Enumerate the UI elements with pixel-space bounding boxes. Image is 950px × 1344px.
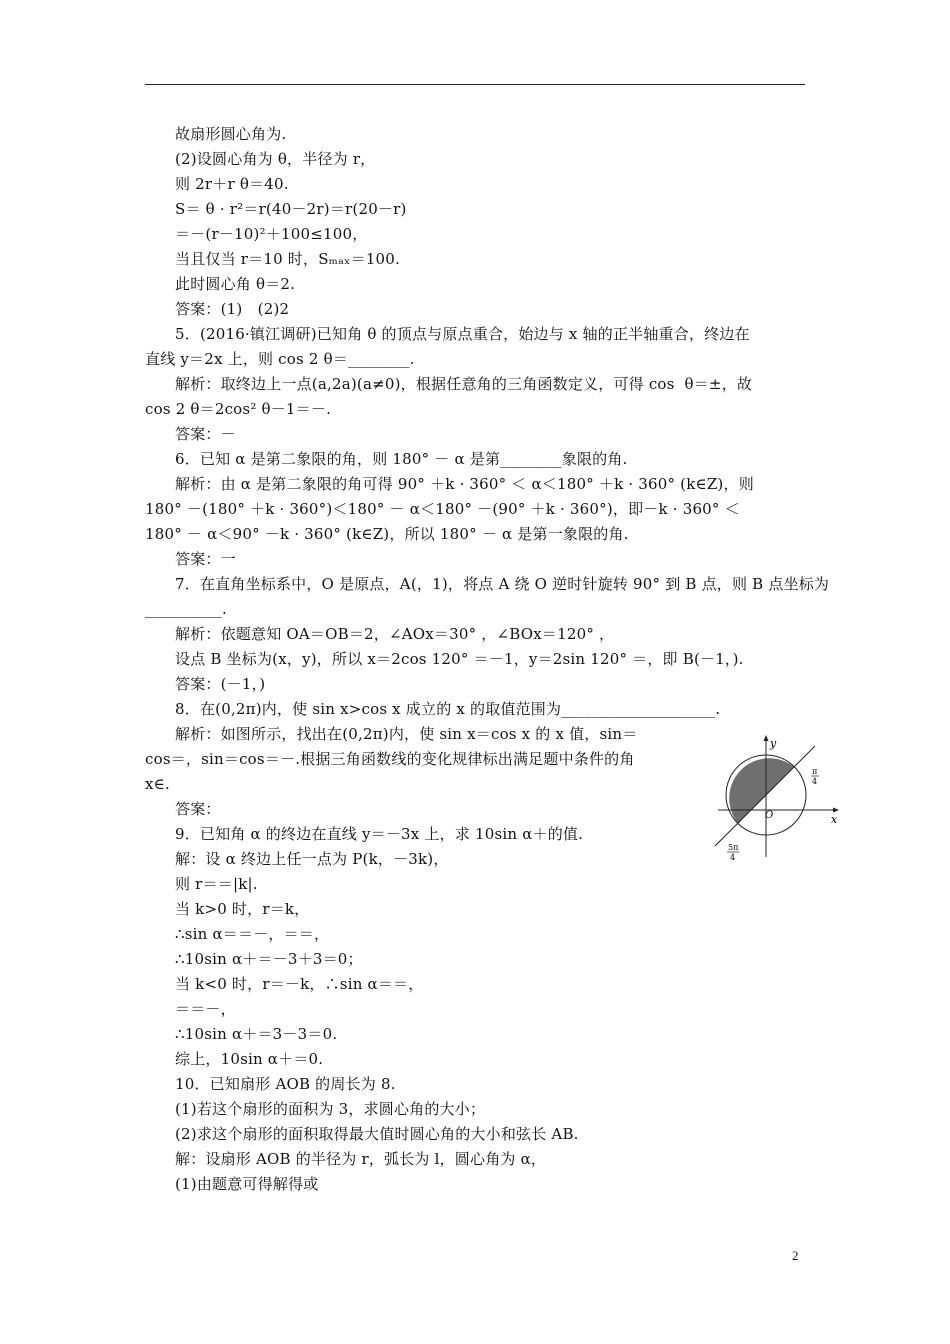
text-line: 7．在直角坐标系中，O 是原点，A(，1)，将点 A 绕 O 逆时针旋转 90° 到 B 点，则 B 点坐标为 xyxy=(175,575,830,593)
text-line: 设点 B 坐标为(x，y)，所以 x＝2cos 120° ＝－1，y＝2sin 120° ＝，即 B(－1，). xyxy=(175,650,744,668)
angle-label-5pi4-num: 5π xyxy=(728,843,739,852)
origin-label: O xyxy=(765,810,774,821)
text-line: 解析：依题意知 OA＝OB＝2，∠AOx＝30° ，∠BOx＝120° ， xyxy=(175,625,615,643)
angle-label-5pi4-den: 4 xyxy=(730,853,736,862)
text-line: 当 k<0 时，r＝－k，∴sin α＝＝， xyxy=(175,975,424,993)
x-axis-label: x xyxy=(831,813,838,826)
text-line: 答案：一 xyxy=(175,550,236,568)
text-line: 答案：(1) (2)2 xyxy=(175,300,290,318)
text-line: 直线 y＝2x 上，则 cos 2 θ＝________. xyxy=(145,350,415,368)
text-line: 则 2r＋r θ＝40. xyxy=(175,175,289,193)
text-line: x∈. xyxy=(145,775,170,793)
text-line: cos 2 θ＝2cos² θ－1＝－. xyxy=(145,400,332,418)
header-rule xyxy=(145,84,805,85)
text-line: (2)设圆心角为 θ，半径为 r， xyxy=(175,150,376,168)
text-line: 答案：(－1，) xyxy=(175,675,266,693)
text-line: 解析：取终边上一点(a,2a)(a≠0)，根据任意角的三角函数定义，可得 cos θ＝±，故 xyxy=(175,375,753,393)
text-line: 答案： xyxy=(175,800,221,818)
unit-circle-figure xyxy=(715,733,845,863)
text-line: ∴10sin α＋＝3－3＝0. xyxy=(175,1025,338,1043)
text-line: 当 k>0 时，r＝k， xyxy=(175,900,310,918)
text-line: 6．已知 α 是第二象限的角，则 180° － α 是第________象限的角. xyxy=(175,450,628,468)
text-line: (2)求这个扇形的面积取得最大值时圆心角的大小和弦长 AB. xyxy=(175,1125,579,1143)
text-line: 当且仅当 r＝10 时，Sₘₐₓ＝100. xyxy=(175,250,401,268)
text-line: 解：设 α 终边上任一点为 P(k，－3k)， xyxy=(175,850,449,868)
text-line: 解析：由 α 是第二象限的角可得 90° ＋k · 360° ＜ α＜180° ＋k · 360° (k∈Z)，则 xyxy=(175,475,754,493)
text-line: 10．已知扇形 AOB 的周长为 8. xyxy=(175,1075,396,1093)
text-line: (1)若这个扇形的面积为 3，求圆心角的大小； xyxy=(175,1100,486,1118)
text-line: 则 r＝＝|k|. xyxy=(175,875,258,893)
text-line: ∴sin α＝＝－，＝＝， xyxy=(175,925,330,943)
page-number: 2 xyxy=(792,1248,799,1263)
text-line: 9．已知角 α 的终边在直线 y＝－3x 上，求 10sin α＋的值. xyxy=(175,825,584,843)
text-line: 解析：如图所示，找出在(0,2π)内，使 sin x＝cos x 的 x 值，sin＝ xyxy=(175,725,638,743)
text-line: 5．(2016·镇江调研)已知角 θ 的顶点与原点重合，始边与 x 轴的正半轴重合，终边在 xyxy=(175,325,750,343)
text-line: cos＝，sin＝cos＝－.根据三角函数线的变化规律标出满足题中条件的角 xyxy=(145,750,635,768)
y-axis-arrow xyxy=(764,735,769,741)
text-line: 答案：－ xyxy=(175,425,236,443)
angle-label-pi4-den: 4 xyxy=(812,777,818,786)
text-line: S＝ θ · r²＝r(40－2r)＝r(20－r) xyxy=(175,200,407,218)
text-line: 故扇形圆心角为. xyxy=(175,125,287,143)
text-line: 解：设扇形 AOB 的半径为 r，弧长为 l，圆心角为 α， xyxy=(175,1150,547,1168)
text-line: 180° － α＜90° －k · 360° (k∈Z)，所以 180° － α 是第一象限的角. xyxy=(145,525,629,543)
shaded-region xyxy=(729,758,794,823)
text-line: ＝＝－， xyxy=(175,1000,236,1018)
text-line: ∴10sin α＋＝－3＋3＝0； xyxy=(175,950,363,968)
text-line: __________. xyxy=(145,600,227,618)
text-line: 此时圆心角 θ＝2. xyxy=(175,275,296,293)
text-line: (1)由题意可得解得或 xyxy=(175,1175,319,1193)
y-axis-label: y xyxy=(770,737,777,750)
text-line: 180° －(180° ＋k · 360°)＜180° － α＜180° －(90° ＋k · 360°)，即－k · 360° ＜ xyxy=(145,500,740,518)
text-line: ＝－(r－10)²＋100≤100， xyxy=(175,225,368,243)
angle-label-pi4-num: π xyxy=(812,767,818,776)
text-line: 8．在(0,2π)内，使 sin x>cos x 成立的 x 的取值范围为____________________. xyxy=(175,700,721,718)
text-line: 综上，10sin α＋＝0. xyxy=(175,1050,324,1068)
x-axis-arrow xyxy=(833,808,839,813)
